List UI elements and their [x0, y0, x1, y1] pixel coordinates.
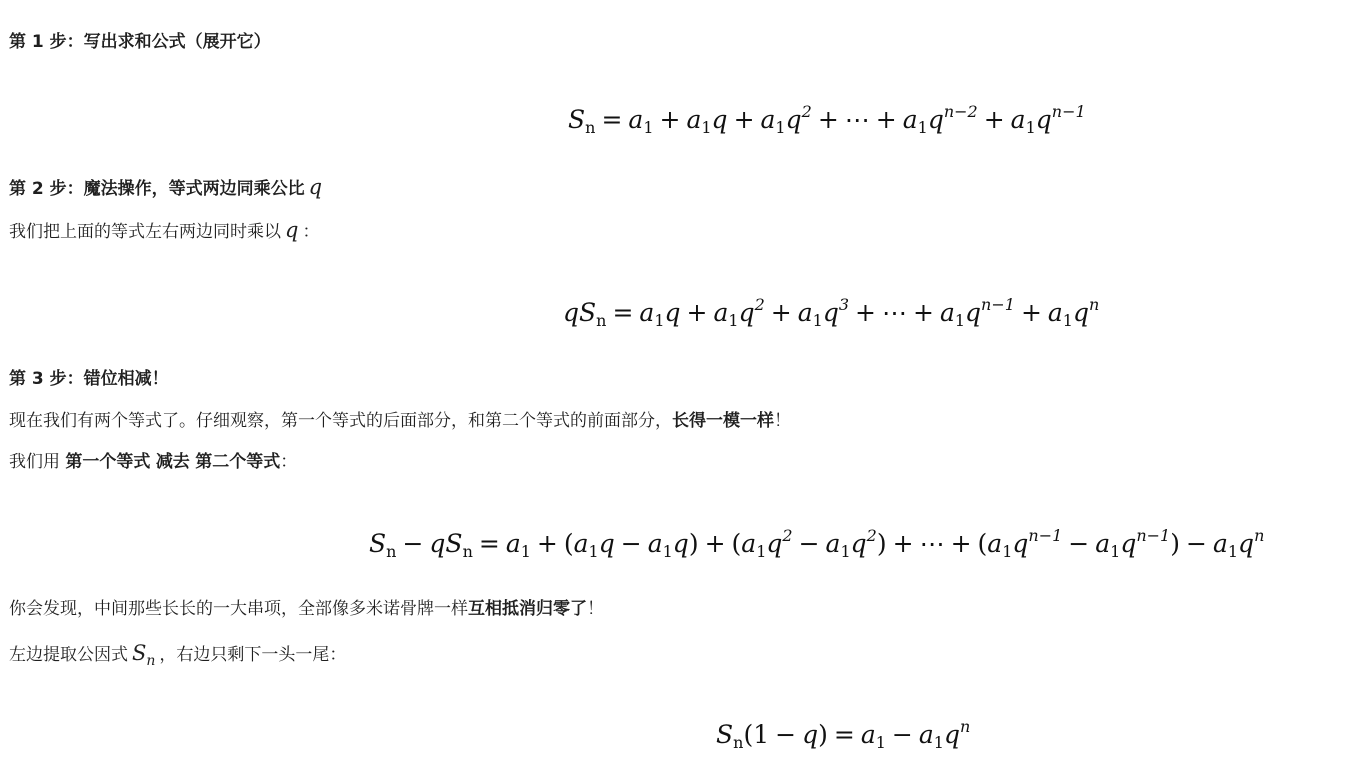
- step2-heading-var: q: [308, 175, 323, 199]
- step3-p4-end: ，右边只剩下一头一尾：: [159, 645, 347, 665]
- step3-paragraph-3: [9, 597, 604, 621]
- step3-p4-var-letter: S: [132, 641, 147, 665]
- step3-p2-text: 我们用: [9, 452, 66, 472]
- step3-p3-end: ！: [587, 599, 604, 619]
- step3-p4-var: [128, 641, 159, 670]
- step2-desc-end: ：: [302, 222, 320, 242]
- step3-p2-end: ：: [280, 452, 298, 472]
- step3-p2-bold2: 减去: [155, 452, 190, 472]
- step1-heading: 第 1 步：写出求和公式（展开它）: [9, 32, 271, 52]
- step3-p3-text: 你会发现，中间那些长长的一大串项，全部像多米诺骨牌一样: [9, 599, 468, 619]
- step3-p1-text: 现在我们有两个等式了。仔细观察，第一个等式的后面部分，和第二个等式的前面部分，: [9, 411, 672, 431]
- step3-p4-var-sub: n: [146, 653, 156, 670]
- step2-heading: [9, 175, 326, 201]
- formula-factored: $S_n(1 - q) = a_1 - a_1q^n$: [716, 717, 971, 752]
- step3-p4-text: 左边提取公因式: [9, 645, 128, 665]
- step3-paragraph-2: [9, 450, 297, 474]
- formula-sum-expanded: $S_n = a_1 + a_1q + a_1q^2$ + ⋯ + $a_1q^{n-2} + a_1q^{n-1}$: [568, 102, 1086, 137]
- step2-description: [9, 218, 319, 244]
- step2-heading-text: 第 2 步：魔法操作，等式两边同乘公比: [9, 179, 305, 199]
- formula-multiplied: $qS_n = a_1q + a_1q^2 + a_1q^3$ + ⋯ + $a_1q^{n-1} + a_1q^n$: [563, 295, 1100, 330]
- formula-subtraction: $S_n - qS_n = a_1 + (a_1q - a_1q) + (a_1q^2 - a_1q^2)$ + ⋯ + $(a_1q^{n-1} - a_1q^{n-1}) - a_1q^n$: [369, 526, 1265, 561]
- step3-p3-bold: 互相抵消归零了: [468, 599, 587, 619]
- step3-p2-bold1: 第一个等式: [65, 452, 151, 472]
- step2-desc-var: q: [285, 218, 299, 242]
- step3-p1-bold: 长得一模一样: [672, 411, 774, 431]
- step3-paragraph-1: [9, 409, 791, 433]
- step3-p2-bold3: 第二个等式: [195, 452, 281, 472]
- step2-desc-text: 我们把上面的等式左右两边同时乘以: [9, 222, 281, 242]
- step3-heading: 第 3 步：错位相减！: [9, 369, 169, 389]
- step3-paragraph-4: [9, 641, 346, 673]
- step3-p1-end: ！: [774, 411, 791, 431]
